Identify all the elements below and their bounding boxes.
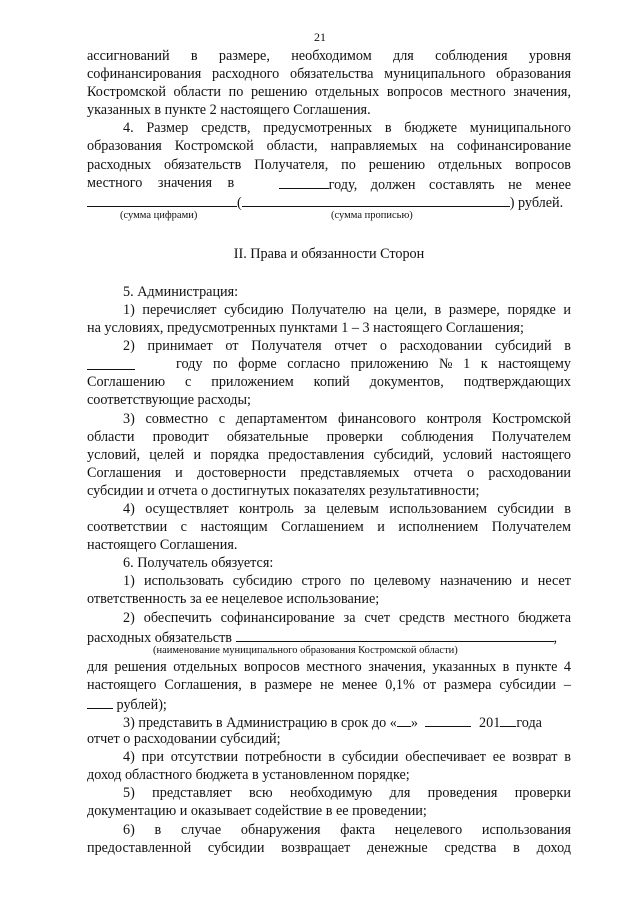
caption-sum-digits: (сумма цифрами) [120, 209, 198, 221]
text-line [87, 174, 571, 192]
month-blank [425, 712, 471, 727]
text-line: настоящего Соглашения, в размере не менее 0,1% от размера субсидии – [87, 676, 571, 693]
day-blank [397, 712, 411, 727]
text-line: отчет о расходовании субсидий; [87, 731, 281, 748]
text-fragment: расходных обязательств [87, 629, 232, 646]
caption-line [87, 645, 571, 658]
document-body [87, 47, 571, 857]
text-line: Соглашения и достоверности представляемых отчета о расходовании [87, 464, 571, 481]
caption-line [87, 210, 571, 223]
text-fragment: местного значения в [87, 174, 235, 191]
text-line: доход областного бюджета в установленном порядке; [87, 767, 410, 784]
sum-words-blank [242, 192, 510, 207]
caption-sum-words: (сумма прописью) [331, 209, 413, 221]
text-line: указанных в пункте 2 настоящего Соглашения. [87, 102, 371, 119]
text-line: области проводит обязательные проверки соблюдения Получателем [87, 428, 571, 445]
text-line: предоставленной субсидии возвращает денежные средства в доход [87, 839, 571, 856]
text-line: 5) представляет всю необходимую для проведения проверки [123, 785, 571, 802]
text-line: настоящего Соглашения. [87, 537, 238, 554]
year-blank [87, 355, 135, 370]
text-line: ассигнований в размере, необходимом для соблюдения уровня [87, 48, 571, 64]
caption-municipality: (наименование муниципального образования Костромской области) [153, 644, 458, 656]
text-fragment: 201 [479, 715, 501, 731]
text-line: соответствующие расходы; [87, 392, 251, 409]
text-line: Соглашению с приложением копий документов, подтверждающих [87, 374, 571, 391]
text-line: 6) в случае обнаружения факта нецелевого использования [123, 821, 571, 838]
text-line: 5. Администрация: [123, 283, 239, 300]
text-line: 4) осуществляет контроль за целевым использованием субсидии в [123, 500, 571, 517]
section-title: II. Права и обязанности Сторон [233, 245, 425, 262]
text-line: 6. Получатель обязуется: [123, 555, 274, 572]
text-line: для решения отдельных вопросов местного значения, указанных в пункте 4 [87, 658, 571, 675]
text-line: 2) принимает от Получателя отчет о расходовании субсидий в [123, 338, 571, 355]
text-line [87, 712, 571, 730]
text-fragment: ) рублей. [509, 194, 564, 211]
text-line: соответствии с настоящим Соглашением и исполнением Получателем [87, 519, 571, 536]
text-line: Костромской области по решению отдельных вопросов местного значения, [87, 84, 571, 101]
text-line [87, 627, 571, 645]
sum-digits-blank [87, 192, 237, 207]
text-line: образования Костромской области, направляемых на софинансирование [87, 138, 571, 155]
text-line: 1) использовать субсидию строго по целевому назначению и несет [123, 573, 571, 590]
text-line: ответственность за ее нецелевое использование; [87, 591, 380, 608]
text-fragment: 3) представить в Администрацию в срок до « [123, 715, 397, 731]
text-fragment: году по форме согласно приложению № 1 к настоящему [176, 356, 571, 373]
text-fragment: , [553, 629, 558, 646]
text-line [87, 694, 571, 712]
text-fragment: года [516, 715, 542, 731]
text-line: 3) совместно с департаментом финансового контроля Костромской [123, 410, 571, 427]
text-line: документацию и оказывает содействие в ее проведении; [87, 803, 427, 820]
amount-blank [87, 694, 113, 709]
text-fragment: » [410, 715, 418, 731]
text-line: 4) при отсутствии потребности в субсидии обеспечивает ее возврат в [123, 749, 571, 766]
text-line: субсидии и отчета о достигнутых показателях результативности; [87, 482, 480, 499]
text-line: 1) перечисляет субсидию Получателю на цели, в размере, порядке и [123, 301, 571, 318]
text-fragment: рублей); [116, 696, 167, 713]
text-line: 2) обеспечить софинансирование за счет средств местного бюджета [123, 609, 571, 626]
text-line: расходных обязательств Получателя, по решению отдельных вопросов [87, 156, 571, 173]
text-line [87, 355, 571, 373]
municipality-blank [236, 627, 554, 642]
text-line [87, 192, 571, 210]
year-blank [500, 712, 516, 727]
text-fragment: ( [237, 194, 242, 211]
text-line: условий, целей и порядка предоставления субсидий, условий настоящего [87, 446, 571, 463]
text-line: на условиях, предусмотренных пунктами 1 – 3 настоящего Соглашения; [87, 320, 524, 337]
year-blank [279, 174, 329, 189]
page-number: 21 [314, 30, 326, 44]
text-line: софинансирования расходного обязательства муниципального образования [87, 66, 571, 83]
text-line: 4. Размер средств, предусмотренных в бюджете муниципального [123, 120, 571, 137]
text-fragment: году, должен составлять не менее [328, 176, 571, 193]
